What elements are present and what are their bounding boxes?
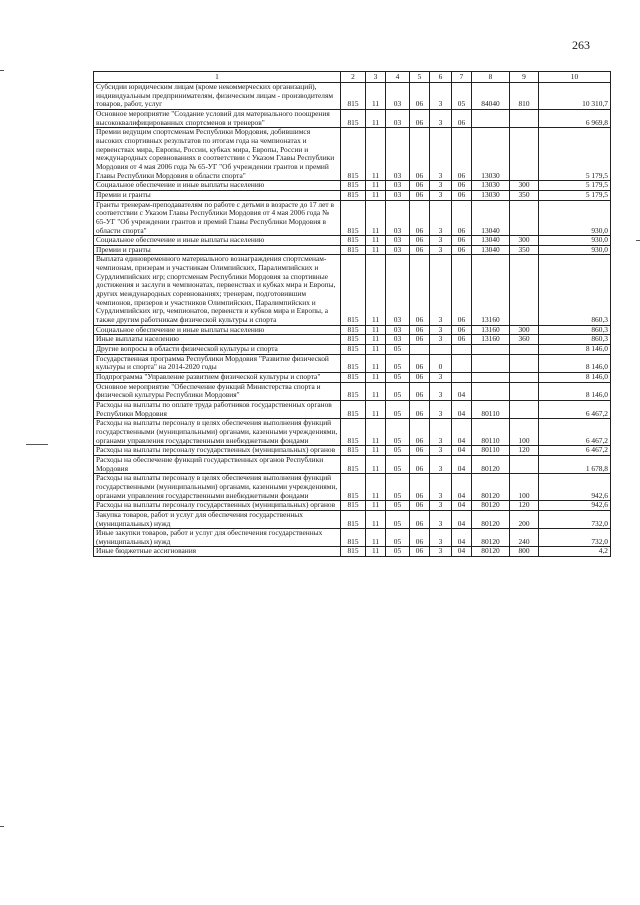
table-row [94, 200, 611, 236]
program-code: 06 [410, 446, 430, 456]
amount: 732,0 [539, 529, 611, 547]
expense-type-code: 360 [510, 335, 539, 345]
expense-type-code: 350 [510, 245, 539, 255]
table-row [94, 345, 611, 355]
ministry-code: 815 [341, 181, 366, 191]
subprogram-code: 3 [430, 83, 452, 110]
amount: 8 146,0 [539, 382, 611, 400]
section-code: 11 [366, 510, 386, 528]
program-code: 06 [410, 547, 430, 557]
amount: 6 969,8 [539, 109, 611, 127]
direction-code [472, 354, 510, 372]
program-code: 06 [410, 354, 430, 372]
table-row [94, 354, 611, 372]
section-code: 11 [366, 181, 386, 191]
direction-code: 13030 [472, 190, 510, 200]
event-code: 04 [452, 501, 472, 511]
subprogram-code: 3 [430, 236, 452, 246]
expense-type-code: 200 [510, 510, 539, 528]
direction-code: 84040 [472, 83, 510, 110]
program-code: 06 [410, 529, 430, 547]
column-header: 4 [386, 72, 410, 83]
section-code: 11 [366, 335, 386, 345]
subsection-code: 05 [386, 455, 410, 473]
direction-code: 13160 [472, 325, 510, 335]
ministry-code: 815 [341, 373, 366, 383]
expense-name: Социальное обеспечение и иные выплаты населению [94, 236, 341, 246]
direction-code: 13160 [472, 255, 510, 325]
program-code: 06 [410, 109, 430, 127]
header-row [94, 72, 611, 83]
amount: 860,3 [539, 255, 611, 325]
amount: 942,6 [539, 501, 611, 511]
ministry-code: 815 [341, 345, 366, 355]
subsection-code: 03 [386, 128, 410, 181]
table-row [94, 547, 611, 557]
program-code: 06 [410, 373, 430, 383]
direction-code: 13030 [472, 181, 510, 191]
table-row [94, 501, 611, 511]
subsection-code: 05 [386, 529, 410, 547]
amount: 860,3 [539, 325, 611, 335]
subprogram-code: 3 [430, 245, 452, 255]
table-row [94, 474, 611, 501]
ministry-code: 815 [341, 335, 366, 345]
amount: 6 467,2 [539, 400, 611, 418]
amount: 4,2 [539, 547, 611, 557]
section-code: 11 [366, 400, 386, 418]
program-code: 06 [410, 190, 430, 200]
subsection-code: 03 [386, 236, 410, 246]
event-code: 04 [452, 446, 472, 456]
table-row [94, 400, 611, 418]
expense-type-code [510, 455, 539, 473]
amount: 1 678,8 [539, 455, 611, 473]
column-header: 10 [539, 72, 611, 83]
subsection-code: 05 [386, 419, 410, 446]
direction-code: 13160 [472, 335, 510, 345]
ministry-code: 815 [341, 529, 366, 547]
program-code: 06 [410, 400, 430, 418]
table-row [94, 255, 611, 325]
section-code: 11 [366, 529, 386, 547]
subsection-code: 03 [386, 200, 410, 236]
direction-code: 13030 [472, 128, 510, 181]
event-code: 04 [452, 400, 472, 418]
program-code: 06 [410, 83, 430, 110]
program-code [410, 345, 430, 355]
expense-type-code: 100 [510, 474, 539, 501]
program-code: 06 [410, 325, 430, 335]
expense-name: Расходы на выплаты персоналу государственных (муниципальных) органов [94, 446, 341, 456]
event-code: 06 [452, 109, 472, 127]
subprogram-code: 3 [430, 474, 452, 501]
subprogram-code [430, 345, 452, 355]
amount: 5 179,5 [539, 128, 611, 181]
ministry-code: 815 [341, 474, 366, 501]
expense-type-code: 100 [510, 419, 539, 446]
expense-name: Расходы на выплаты персоналу в целях обеспечения выполнения функций государственными (муниципальными) органами, казенными учреждениями, органами управления государственными внебюджетными фондами [94, 419, 341, 446]
amount: 10 310,7 [539, 83, 611, 110]
amount: 942,6 [539, 474, 611, 501]
event-code: 06 [452, 181, 472, 191]
ministry-code: 815 [341, 109, 366, 127]
section-code: 11 [366, 109, 386, 127]
subsection-code: 03 [386, 181, 410, 191]
subsection-code: 05 [386, 373, 410, 383]
program-code: 06 [410, 382, 430, 400]
subprogram-code: 3 [430, 529, 452, 547]
event-code: 06 [452, 128, 472, 181]
program-code: 06 [410, 255, 430, 325]
direction-code: 80120 [472, 474, 510, 501]
section-code: 11 [366, 501, 386, 511]
column-header: 1 [94, 72, 341, 83]
subsection-code: 05 [386, 354, 410, 372]
subsection-code: 03 [386, 109, 410, 127]
program-code: 06 [410, 128, 430, 181]
ministry-code: 815 [341, 83, 366, 110]
table-row [94, 510, 611, 528]
column-header: 5 [410, 72, 430, 83]
ministry-code: 815 [341, 547, 366, 557]
subprogram-code: 3 [430, 373, 452, 383]
event-code: 06 [452, 335, 472, 345]
subprogram-code: 3 [430, 109, 452, 127]
binding-mark [26, 444, 48, 445]
program-code: 06 [410, 419, 430, 446]
direction-code: 13040 [472, 245, 510, 255]
expense-name: Иные закупки товаров, работ и услуг для обеспечения государственных (муниципальных) нужд [94, 529, 341, 547]
direction-code: 80110 [472, 419, 510, 446]
section-code: 11 [366, 190, 386, 200]
expense-type-code [510, 109, 539, 127]
direction-code: 13040 [472, 200, 510, 236]
expense-type-code [510, 373, 539, 383]
subprogram-code: 3 [430, 190, 452, 200]
expense-type-code: 800 [510, 547, 539, 557]
program-code: 06 [410, 510, 430, 528]
table-row [94, 382, 611, 400]
table-row [94, 181, 611, 191]
section-code: 11 [366, 382, 386, 400]
subsection-code: 05 [386, 501, 410, 511]
ministry-code: 815 [341, 190, 366, 200]
table-body [94, 83, 611, 557]
subprogram-code: 3 [430, 382, 452, 400]
direction-code: 80120 [472, 501, 510, 511]
event-code: 04 [452, 419, 472, 446]
program-code: 06 [410, 474, 430, 501]
expense-name: Премии и гранты [94, 245, 341, 255]
expense-type-code [510, 382, 539, 400]
table-row [94, 455, 611, 473]
direction-code [472, 382, 510, 400]
expense-type-code [510, 128, 539, 181]
event-code: 05 [452, 83, 472, 110]
subprogram-code: 3 [430, 419, 452, 446]
section-code: 11 [366, 373, 386, 383]
expense-name: Гранты тренерам-преподавателям по работе с детьми в возрасте до 17 лет в соответствии с Указом Главы Республики Мордовия от 4 мая 2006 года № 65-УГ "Об учреждении грантов и премий Главы Республики Мордовия в области спорта" [94, 200, 341, 236]
ministry-code: 815 [341, 510, 366, 528]
section-code: 11 [366, 325, 386, 335]
ministry-code: 815 [341, 419, 366, 446]
expense-type-code: 240 [510, 529, 539, 547]
subsection-code: 05 [386, 446, 410, 456]
expense-name: Закупка товаров, работ и услуг для обеспечения государственных (муниципальных) нужд [94, 510, 341, 528]
subprogram-code: 3 [430, 400, 452, 418]
event-code [452, 354, 472, 372]
expense-name: Другие вопросы в области физической культуры и спорта [94, 345, 341, 355]
event-code: 06 [452, 325, 472, 335]
ministry-code: 815 [341, 236, 366, 246]
ministry-code: 815 [341, 501, 366, 511]
program-code: 06 [410, 245, 430, 255]
ministry-code: 815 [341, 325, 366, 335]
expense-type-code: 810 [510, 83, 539, 110]
direction-code [472, 109, 510, 127]
section-code: 11 [366, 245, 386, 255]
event-code: 04 [452, 455, 472, 473]
amount: 5 179,5 [539, 190, 611, 200]
table-row [94, 419, 611, 446]
event-code [452, 345, 472, 355]
subprogram-code: 0 [430, 354, 452, 372]
subsection-code: 05 [386, 510, 410, 528]
subsection-code: 05 [386, 382, 410, 400]
event-code: 06 [452, 190, 472, 200]
event-code: 06 [452, 236, 472, 246]
subsection-code: 03 [386, 245, 410, 255]
program-code: 06 [410, 501, 430, 511]
subprogram-code: 3 [430, 128, 452, 181]
section-code: 11 [366, 474, 386, 501]
amount: 732,0 [539, 510, 611, 528]
expense-type-code [510, 200, 539, 236]
section-code: 11 [366, 419, 386, 446]
column-header: 2 [341, 72, 366, 83]
table-row [94, 190, 611, 200]
direction-code: 80120 [472, 547, 510, 557]
section-code: 11 [366, 255, 386, 325]
page-number: 263 [572, 38, 590, 52]
table-row [94, 83, 611, 110]
section-code: 11 [366, 83, 386, 110]
program-code: 06 [410, 236, 430, 246]
expense-name: Выплата единовременного материального вознаграждения спортсменам-чемпионам, призерам и участникам Олимпийских, Паралимпийских и Сурдлимпийских игр; спортсменам Республики Мордовия за спортивные достижения и заслуги в чемпионатах, первенствах и кубках мира и Европы, других международных соревнованиях; тренерам, подготовившим чемпионов, призеров и участников Олимпийских, Паралимпийских и Сурдлимпийских игр, чемпионатов, первенств и кубков мира и Европы, а также другим работникам физической культуры и спорта [94, 255, 341, 325]
amount: 930,0 [539, 236, 611, 246]
expense-name: Субсидии юридическим лицам (кроме некоммерческих организаций), индивидуальным предпринимателям, физическим лицам - производителям товаров, работ, услуг [94, 83, 341, 110]
subprogram-code: 3 [430, 325, 452, 335]
subsection-code: 03 [386, 190, 410, 200]
direction-code [472, 373, 510, 383]
event-code: 04 [452, 382, 472, 400]
column-header: 9 [510, 72, 539, 83]
expense-name: Подпрограмма "Управление развитием физической культуры и спорта" [94, 373, 341, 383]
program-code: 06 [410, 455, 430, 473]
table-row [94, 373, 611, 383]
amount: 860,3 [539, 335, 611, 345]
subsection-code: 03 [386, 255, 410, 325]
direction-code: 13040 [472, 236, 510, 246]
event-code: 04 [452, 547, 472, 557]
section-code: 11 [366, 236, 386, 246]
section-code: 11 [366, 128, 386, 181]
subprogram-code: 3 [430, 501, 452, 511]
section-code: 11 [366, 354, 386, 372]
expense-name: Социальное обеспечение и иные выплаты населению [94, 325, 341, 335]
expense-name: Расходы на выплаты персоналу государственных (муниципальных) органов [94, 501, 341, 511]
amount: 930,0 [539, 245, 611, 255]
ministry-code: 815 [341, 354, 366, 372]
subsection-code: 05 [386, 474, 410, 501]
ministry-code: 815 [341, 255, 366, 325]
subprogram-code: 3 [430, 181, 452, 191]
expense-name: Расходы на выплаты по оплате труда работников государственных органов Республики Мордовия [94, 400, 341, 418]
expense-type-code [510, 400, 539, 418]
binding-mark [0, 826, 4, 827]
ministry-code: 815 [341, 455, 366, 473]
program-code: 06 [410, 181, 430, 191]
expense-name: Премии и гранты [94, 190, 341, 200]
column-header: 7 [452, 72, 472, 83]
event-code: 04 [452, 474, 472, 501]
subprogram-code: 3 [430, 446, 452, 456]
event-code: 06 [452, 255, 472, 325]
direction-code [472, 345, 510, 355]
expense-type-code: 120 [510, 446, 539, 456]
subprogram-code: 3 [430, 510, 452, 528]
expense-type-code [510, 345, 539, 355]
expense-name: Иные бюджетные ассигнования [94, 547, 341, 557]
expense-type-code [510, 255, 539, 325]
amount: 8 146,0 [539, 345, 611, 355]
expense-type-code: 300 [510, 236, 539, 246]
amount: 8 146,0 [539, 373, 611, 383]
binding-mark [0, 70, 4, 71]
amount: 6 467,2 [539, 419, 611, 446]
program-code: 06 [410, 200, 430, 236]
amount: 6 467,2 [539, 446, 611, 456]
table-row [94, 109, 611, 127]
direction-code: 80110 [472, 446, 510, 456]
section-code: 11 [366, 446, 386, 456]
ministry-code: 815 [341, 200, 366, 236]
subsection-code: 03 [386, 325, 410, 335]
direction-code: 80120 [472, 455, 510, 473]
subprogram-code: 3 [430, 455, 452, 473]
event-code: 04 [452, 510, 472, 528]
section-code: 11 [366, 455, 386, 473]
expense-type-code: 350 [510, 190, 539, 200]
table-row [94, 446, 611, 456]
event-code: 06 [452, 200, 472, 236]
event-code: 06 [452, 245, 472, 255]
subsection-code: 03 [386, 83, 410, 110]
event-code [452, 373, 472, 383]
subsection-code: 05 [386, 547, 410, 557]
event-code: 04 [452, 529, 472, 547]
direction-code: 80110 [472, 400, 510, 418]
section-code: 11 [366, 200, 386, 236]
subprogram-code: 3 [430, 200, 452, 236]
column-header: 3 [366, 72, 386, 83]
amount: 5 179,5 [539, 181, 611, 191]
column-header: 6 [430, 72, 452, 83]
ministry-code: 815 [341, 382, 366, 400]
subprogram-code: 3 [430, 255, 452, 325]
expense-type-code: 300 [510, 181, 539, 191]
section-code: 11 [366, 345, 386, 355]
binding-mark [636, 240, 640, 241]
subsection-code: 05 [386, 345, 410, 355]
table-row [94, 236, 611, 246]
column-header: 8 [472, 72, 510, 83]
amount: 930,0 [539, 200, 611, 236]
expense-name: Расходы на обеспечение функций государственных органов Республики Мордовия [94, 455, 341, 473]
expense-name: Расходы на выплаты персоналу в целях обеспечения выполнения функций государственными (муниципальными) органами, казенными учреждениями, органами управления государственными внебюджетными фондами [94, 474, 341, 501]
expense-name: Социальное обеспечение и иные выплаты населению [94, 181, 341, 191]
direction-code: 80120 [472, 529, 510, 547]
ministry-code: 815 [341, 128, 366, 181]
program-code: 06 [410, 335, 430, 345]
expense-name: Основное мероприятие "Создание условий для материального поощрения высококвалифицированных спортсменов и тренеров" [94, 109, 341, 127]
ministry-code: 815 [341, 400, 366, 418]
subprogram-code: 3 [430, 335, 452, 345]
expense-name: Иные выплаты населению [94, 335, 341, 345]
expense-name: Государственная программа Республики Мордовия "Развитие физической культуры и спорта" на 2014-2020 годы [94, 354, 341, 372]
expense-name: Основное мероприятие "Обеспечение функций Министерства спорта и физической культуры Республики Мордовия" [94, 382, 341, 400]
subsection-code: 03 [386, 335, 410, 345]
subprogram-code: 3 [430, 547, 452, 557]
direction-code: 80120 [472, 510, 510, 528]
expense-name: Премии ведущим спортсменам Республики Мордовия, добившимся высоких спортивных результатов по итогам года на чемпионатах и первенствах мира, Европы, России, кубках мира, Европы, России и международных соревнованиях в соответствии с Указом Главы Республики Мордовия от 4 мая 2006 года № 65-УГ "Об учреждении грантов и премий Главы Республики Мордовия в области спорта" [94, 128, 341, 181]
section-code: 11 [366, 547, 386, 557]
subsection-code: 05 [386, 400, 410, 418]
table-row [94, 529, 611, 547]
budget-table [93, 71, 611, 557]
expense-type-code: 300 [510, 325, 539, 335]
amount: 8 146,0 [539, 354, 611, 372]
ministry-code: 815 [341, 245, 366, 255]
ministry-code: 815 [341, 446, 366, 456]
table-row [94, 128, 611, 181]
expense-type-code: 120 [510, 501, 539, 511]
expense-type-code [510, 354, 539, 372]
